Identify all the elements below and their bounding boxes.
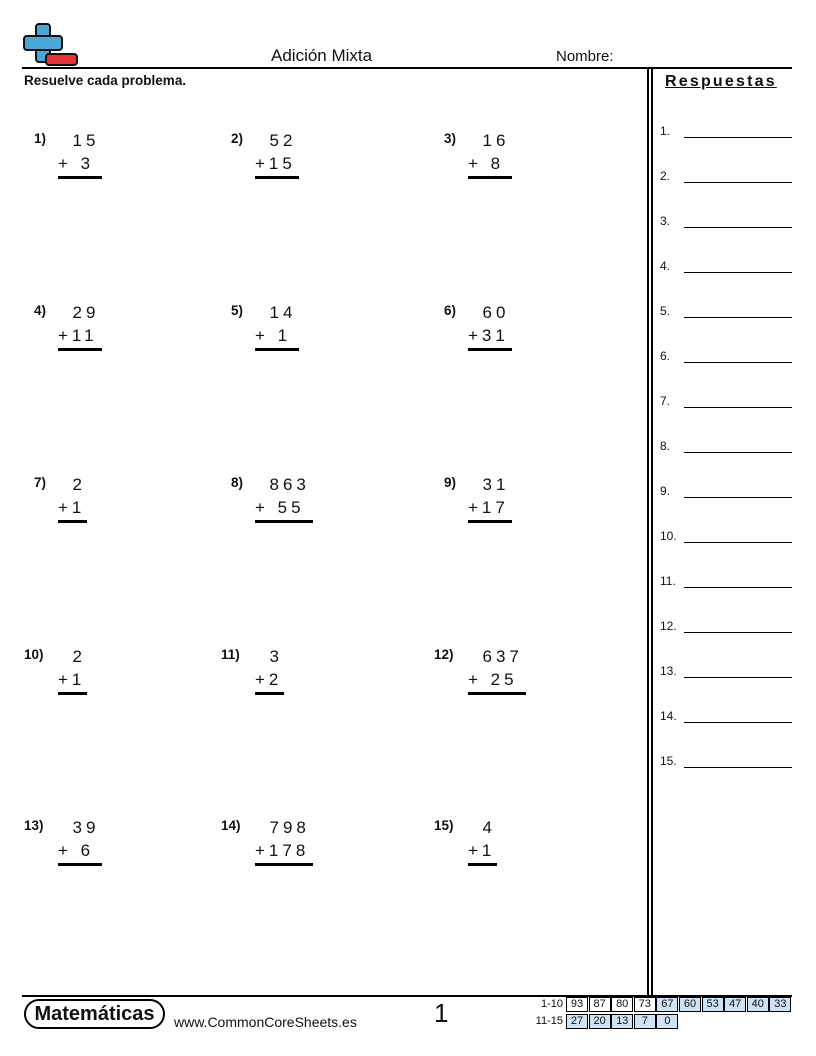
addend-top: 39 [72,818,100,837]
answer-blank[interactable] [684,767,792,768]
answer-row [660,664,792,684]
answer-blank[interactable] [684,227,792,228]
problem [231,131,381,201]
answer-blank[interactable] [684,632,792,633]
problem [221,818,371,888]
addend-bottom: + 55 [255,498,305,517]
answer-row [660,529,792,549]
addend-top: 60 [482,303,510,322]
problem [434,647,584,717]
addend-top: 2 [72,475,86,494]
answer-row [660,259,792,279]
addend-bottom: +1 [468,841,496,860]
answer-row [660,709,792,729]
problem-number: 13) [24,818,44,833]
score-cell: 20 [589,1014,611,1029]
addend-bottom: +2 [255,670,283,689]
sum-underline [255,176,299,179]
answer-blank[interactable] [684,677,792,678]
answer-row [660,484,792,504]
name-label: Nombre: [556,48,614,65]
score-cell: 60 [679,997,701,1012]
sum-underline [255,863,313,866]
answer-number: 14. [660,709,677,723]
answer-number: 10. [660,529,677,543]
plus-minus-logo-icon [22,22,80,68]
answer-row [660,349,792,369]
worksheet-title: Adición Mixta [271,46,373,65]
answer-row [660,754,792,774]
problem [231,475,381,545]
problem-number: 3) [444,131,457,146]
addend-top: 52 [269,131,297,150]
problem-number: 9) [444,475,457,490]
problem [444,475,594,545]
page-number: 1 [434,998,449,1028]
answer-row [660,304,792,324]
score-cell: 87 [589,997,611,1012]
answer-row [660,214,792,234]
addend-bottom: + 25 [468,670,518,689]
sum-underline [58,520,87,523]
answer-blank[interactable] [684,497,792,498]
answer-number: 5. [660,304,671,318]
problem-number: 11) [221,647,240,662]
sum-underline [255,348,299,351]
problem [444,131,594,201]
problem [444,303,594,373]
addend-bottom: + 8 [468,154,505,173]
answer-number: 4. [660,259,671,273]
addend-top: 3 [269,647,283,666]
problem [221,647,371,717]
sum-underline [468,692,526,695]
score-row-label: 1-10 [540,998,563,1010]
addend-top: 16 [482,131,510,150]
answer-row [660,439,792,459]
sum-underline [255,692,284,695]
answer-number: 3. [660,214,671,228]
answer-number: 8. [660,439,671,453]
problem [231,303,381,373]
problem-number: 12) [434,647,454,662]
sum-underline [255,520,313,523]
sum-underline [468,863,497,866]
score-cell: 80 [611,997,633,1012]
answer-row [660,124,792,144]
addend-bottom: +1 [58,498,86,517]
problem-number: 10) [24,647,44,662]
problem-number: 15) [434,818,454,833]
score-cell: 53 [702,997,724,1012]
score-row-label: 11-15 [535,1015,563,1027]
score-cell: 0 [656,1014,678,1029]
answer-number: 12. [660,619,677,633]
answer-blank[interactable] [684,362,792,363]
answer-blank[interactable] [684,182,792,183]
answer-blank[interactable] [684,542,792,543]
addend-bottom: +11 [58,326,98,345]
problem-number: 7) [34,475,47,490]
addend-bottom: +15 [255,154,296,173]
addend-bottom: + 6 [58,841,95,860]
answer-number: 7. [660,394,671,408]
addend-top: 863 [269,475,310,494]
sum-underline [468,520,512,523]
problem [34,475,184,545]
addend-bottom: +31 [468,326,509,345]
score-cell: 27 [566,1014,588,1029]
answer-number: 1. [660,124,671,138]
sum-underline [58,863,102,866]
addend-top: 798 [269,818,310,837]
header-rule [22,67,792,69]
problem [34,303,184,373]
problem [34,131,184,201]
instructions: Resuelve cada problema. [24,73,187,88]
addend-top: 4 [482,818,496,837]
addend-top: 31 [482,475,510,494]
problem-number: 1) [34,131,47,146]
problem [24,647,174,717]
addend-top: 15 [72,131,100,150]
answer-blank[interactable] [684,587,792,588]
answer-blank[interactable] [684,137,792,138]
sum-underline [468,176,512,179]
answer-row [660,619,792,639]
problem-number: 2) [231,131,244,146]
addend-bottom: +17 [468,498,509,517]
score-cell: 7 [634,1014,656,1029]
answer-number: 9. [660,484,671,498]
addend-bottom: + 1 [255,326,292,345]
brand-badge: Matemáticas [24,999,165,1029]
problem-number: 8) [231,475,244,490]
score-cell: 93 [566,997,588,1012]
score-cell: 33 [769,997,791,1012]
answer-blank[interactable] [684,272,792,273]
problem-number: 5) [231,303,244,318]
sum-underline [58,176,102,179]
addend-top: 637 [482,647,523,666]
answer-number: 6. [660,349,671,363]
answer-blank[interactable] [684,452,792,453]
score-cell: 67 [656,997,678,1012]
score-cell: 73 [634,997,656,1012]
answer-row [660,574,792,594]
answer-blank[interactable] [684,722,792,723]
problem-number: 14) [221,818,241,833]
answer-row [660,394,792,414]
answer-number: 2. [660,169,671,183]
answer-number: 11. [660,574,676,588]
score-cell: 13 [611,1014,633,1029]
answer-blank[interactable] [684,317,792,318]
addend-top: 2 [72,647,86,666]
addend-bottom: +1 [58,670,86,689]
addend-top: 14 [269,303,297,322]
score-cell: 40 [747,997,769,1012]
answer-number: 13. [660,664,677,678]
problem-number: 6) [444,303,457,318]
answer-row [660,169,792,189]
addend-bottom: + 3 [58,154,95,173]
answer-number: 15. [660,754,677,768]
sum-underline [58,692,87,695]
sum-underline [58,348,102,351]
problem [24,818,174,888]
sum-underline [468,348,512,351]
answers-title: Respuestas [665,73,777,90]
problem-number: 4) [34,303,47,318]
answer-blank[interactable] [684,407,792,408]
score-cell: 47 [724,997,746,1012]
answer-column-divider [647,69,653,996]
addend-top: 29 [72,303,100,322]
problem [434,818,584,888]
site-url[interactable]: www.CommonCoreSheets.es [174,1014,357,1030]
addend-bottom: +178 [255,841,310,860]
